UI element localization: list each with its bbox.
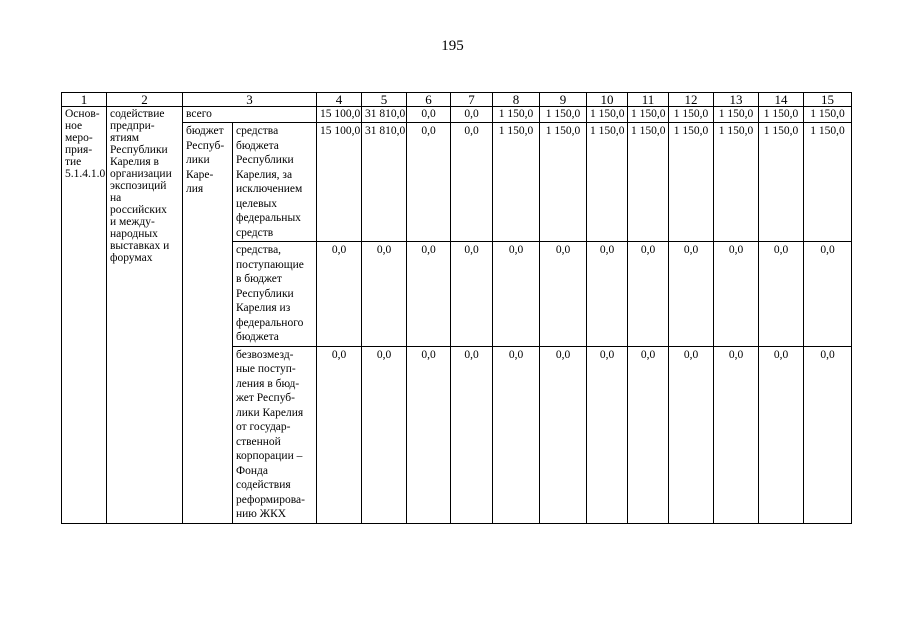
source-value: 0,0: [804, 242, 852, 347]
source-value: 0,0: [540, 242, 587, 347]
total-value: 1 150,0: [759, 107, 804, 123]
source-value: 1 150,0: [540, 123, 587, 242]
source-value: 0,0: [628, 346, 669, 523]
source-value: 0,0: [587, 346, 628, 523]
total-value: 1 150,0: [714, 107, 759, 123]
total-value: 1 150,0: [587, 107, 628, 123]
source-label: средства, поступающие в бюджет Республики Карелия из федерального бюджета: [233, 242, 317, 347]
column-number: 6: [407, 93, 451, 107]
source-value: 0,0: [493, 242, 540, 347]
source-value: 0,0: [362, 346, 407, 523]
column-number: 10: [587, 93, 628, 107]
total-value: 1 150,0: [628, 107, 669, 123]
column-number: 7: [451, 93, 493, 107]
source-value: 0,0: [407, 242, 451, 347]
source-label: безвозмезд- ные поступ- ления в бюд- жет Респуб- лики Карелия от государ- ственной корпорации – Фонда содействия реформирова- нию ЖКХ: [233, 346, 317, 523]
column-number: 2: [107, 93, 183, 107]
source-value: 0,0: [628, 242, 669, 347]
source-value: 15 100,0: [317, 123, 362, 242]
column-number: 9: [540, 93, 587, 107]
source-value: 0,0: [317, 242, 362, 347]
source-value: 1 150,0: [493, 123, 540, 242]
page-number: 195: [441, 38, 464, 54]
total-row: [62, 107, 852, 123]
source-value: 0,0: [451, 346, 493, 523]
budget-table: [61, 92, 852, 524]
source-label: средства бюджета Республики Карелия, за исключением целевых федеральных средств: [233, 123, 317, 242]
column-number: 3: [183, 93, 317, 107]
description-cell: содействие предпри- ятиям Республики Карелия в организации экспозиций на российских и между- народных выставках и форумах: [107, 107, 183, 524]
column-number: 14: [759, 93, 804, 107]
source-value: 0,0: [317, 346, 362, 523]
total-value: 1 150,0: [493, 107, 540, 123]
source-value: 0,0: [540, 346, 587, 523]
source-value: 0,0: [451, 123, 493, 242]
total-label: всего: [183, 107, 317, 123]
source-value: 1 150,0: [759, 123, 804, 242]
column-number: 11: [628, 93, 669, 107]
source-value: 0,0: [451, 242, 493, 347]
source-value: 0,0: [804, 346, 852, 523]
total-value: 1 150,0: [540, 107, 587, 123]
total-value: 1 150,0: [804, 107, 852, 123]
column-number: 4: [317, 93, 362, 107]
source-value: 0,0: [714, 346, 759, 523]
source-value: 1 150,0: [628, 123, 669, 242]
column-number: 5: [362, 93, 407, 107]
source-value: 0,0: [669, 346, 714, 523]
source-value: 1 150,0: [714, 123, 759, 242]
column-number: 15: [804, 93, 852, 107]
column-number-row: [62, 93, 852, 107]
source-value: 1 150,0: [587, 123, 628, 242]
source-value: 0,0: [759, 346, 804, 523]
source-value: 0,0: [493, 346, 540, 523]
total-value: 1 150,0: [669, 107, 714, 123]
total-value: 0,0: [451, 107, 493, 123]
budget-label-cell: бюджет Респуб- лики Каре- лия: [183, 123, 233, 524]
total-value: 15 100,0: [317, 107, 362, 123]
column-number: 8: [493, 93, 540, 107]
source-value: 0,0: [362, 242, 407, 347]
source-value: 0,0: [407, 346, 451, 523]
column-number: 1: [62, 93, 107, 107]
source-value: 1 150,0: [804, 123, 852, 242]
source-value: 0,0: [759, 242, 804, 347]
measure-cell: Основ- ное меро- прия- тие 5.1.4.1.0: [62, 107, 107, 524]
total-value: 0,0: [407, 107, 451, 123]
column-number: 13: [714, 93, 759, 107]
total-value: 31 810,0: [362, 107, 407, 123]
source-value: 1 150,0: [669, 123, 714, 242]
source-value: 0,0: [669, 242, 714, 347]
source-value: 31 810,0: [362, 123, 407, 242]
column-number: 12: [669, 93, 714, 107]
source-value: 0,0: [407, 123, 451, 242]
source-value: 0,0: [587, 242, 628, 347]
source-value: 0,0: [714, 242, 759, 347]
